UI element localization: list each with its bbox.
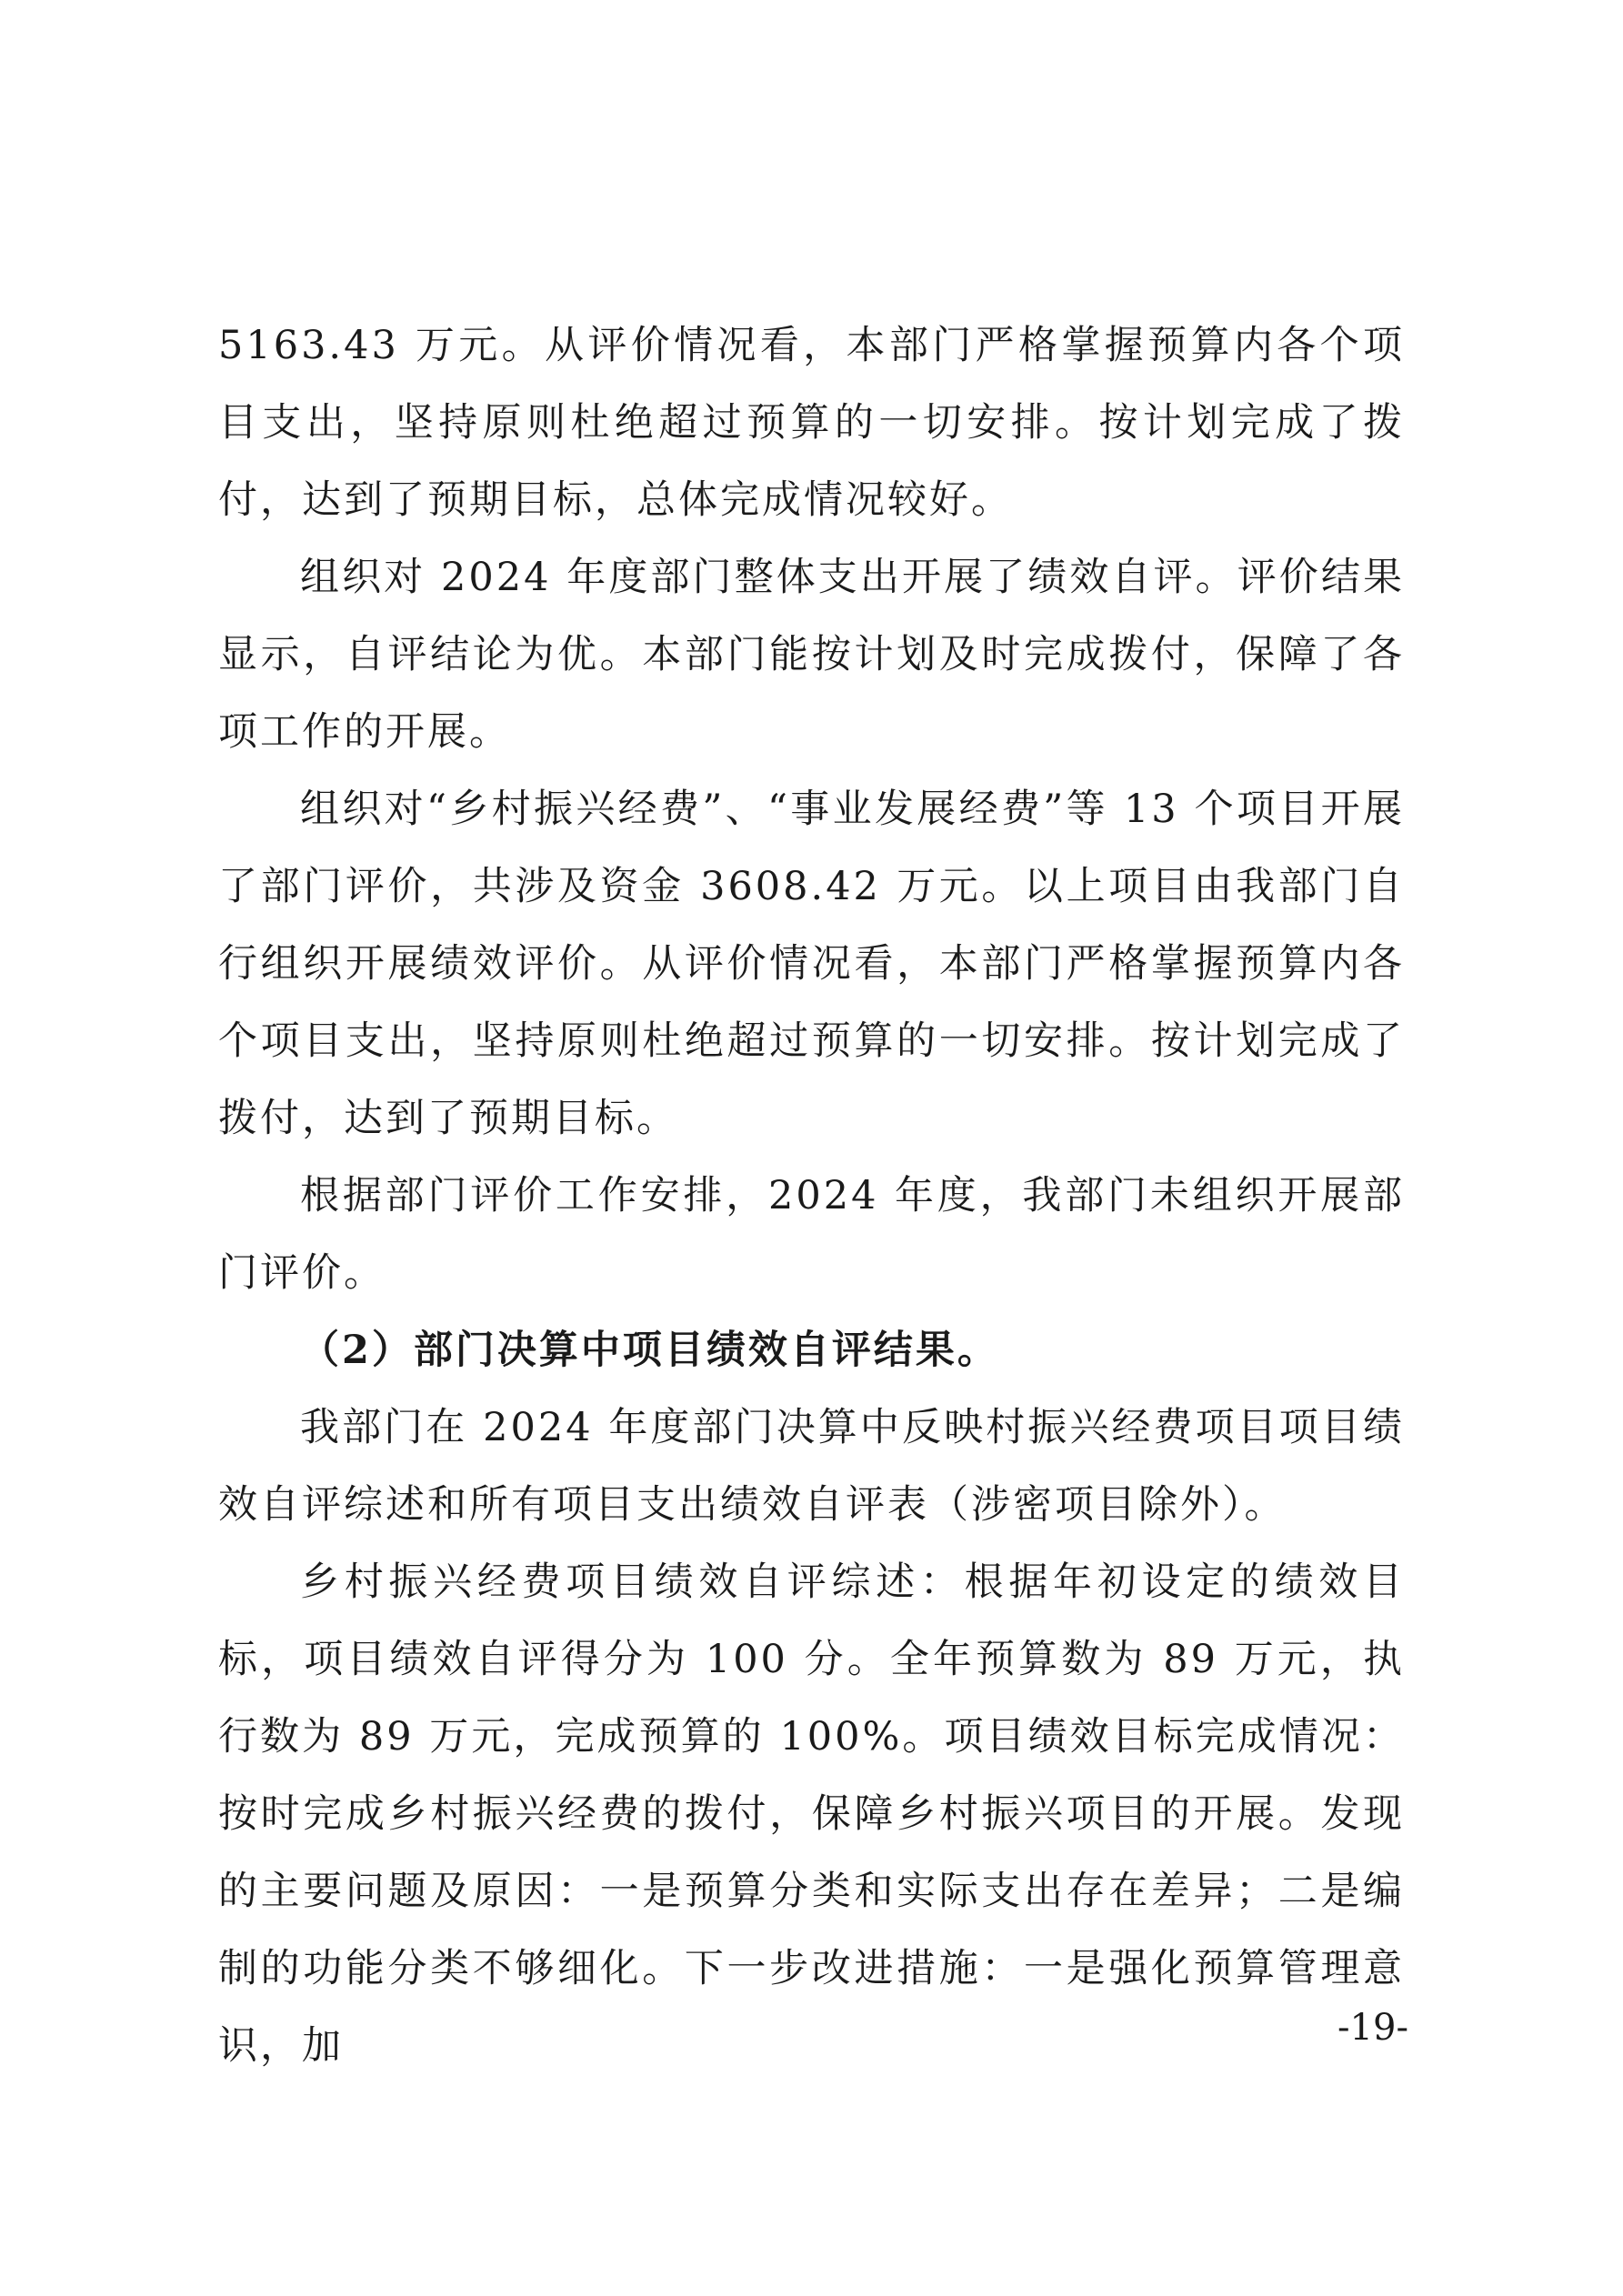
- page-number: -19-: [1337, 2007, 1408, 2049]
- paragraph-evaluation-arrangement: 根据部门评价工作安排，2024 年度，我部门未组织开展部门评价。: [218, 1173, 1405, 1296]
- document-body: [218, 307, 1405, 2085]
- paragraph-continuation: 5163.43 万元。从评价情况看，本部门严格掌握预算内各个项目支出，坚持原则杜绝超过预算的一切安排。按计划完成了拨付，达到了预期目标，总体完成情况较好。: [218, 323, 1405, 523]
- paragraph-rural-revitalization-summary: 乡村振兴经费项目绩效自评综述：根据年初设定的绩效目标，项目绩效自评得分为 100 分。全年预算数为 89 万元，执行数为 89 万元，完成预算的 100%。项目绩效目标完成情况：按时完成乡村振兴经费的拨付，保障乡村振兴项目的开展。发现的主要问题及原因：一是预算分类和实际支出存在差异；二是编制的功能分类不够细化。下一步改进措施：一是强化预算管理意识，加: [218, 1559, 1405, 2069]
- paragraph-overall-self-evaluation: 组织对 2024 年度部门整体支出开展了绩效自评。评价结果显示，自评结论为优。本部门能按计划及时完成拨付，保障了各项工作的开展。: [218, 555, 1405, 755]
- paragraph-department-evaluation: 组织对“乡村振兴经费”、“事业发展经费”等 13 个项目开展了部门评价，共涉及资金 3608.42 万元。以上项目由我部门自行组织开展绩效评价。从评价情况看，本部门严格掌握预算内各个项目支出，坚持原则杜绝超过预算的一切安排。按计划完成了拨付，达到了预期目标。: [218, 787, 1405, 1141]
- paragraph-final-accounts: 我部门在 2024 年度部门决算中反映村振兴经费项目项目绩效自评综述和所有项目支出绩效自评表（涉密项目除外）。: [218, 1405, 1405, 1528]
- section-heading-project-self-evaluation: （2）部门决算中项目绩效自评结果。: [300, 1328, 999, 1373]
